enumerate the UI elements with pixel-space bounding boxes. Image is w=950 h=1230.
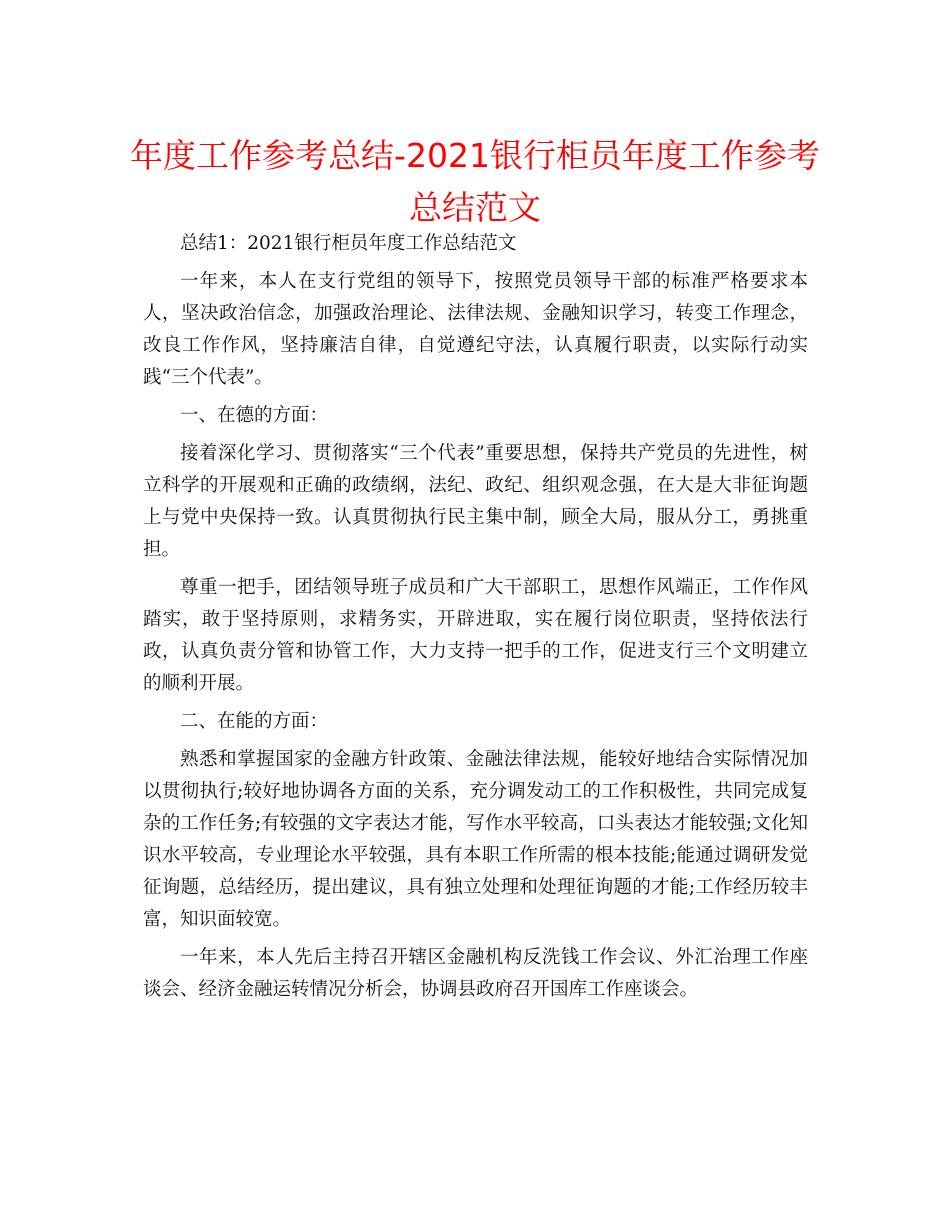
document-body — [143, 228, 808, 1012]
paragraph-ability: 熟悉和掌握国家的金融方针政策、金融法律法规，能较好地结合实际情况加以贯彻执行;较好地协调各方面的关系，充分调发动工的工作积极性，共同完成复杂的工作任务;有较强的文字表达才能，写作水平较高，口头表达才能较强;文化知识水平较高，专业理论水平较强，具有本职工作所需的根本技能;能通过调研发觉征询题，总结经历，提出建议，具有独立处理和处理征询题的才能;工作经历较丰富，知识面较宽。 — [143, 749, 808, 930]
section-heading-morality: 一、在德的方面： — [180, 405, 329, 426]
section-heading-ability: 二、在能的方面： — [180, 711, 329, 732]
paragraph-morality-2: 尊重一把手，团结领导班子成员和广大干部职工，思想作风端正，工作作风踏实，敢于坚持原则，求精务实，开辟进取，实在履行岗位职责，坚持依法行政，认真负责分管和协管工作，大力支持一把手的工作，促进支行三个文明建立的顺利开展。 — [143, 577, 808, 694]
paragraph-meetings: 一年来，本人先后主持召开辖区金融机构反洗钱工作会议、外汇治理工作座谈会、经济金融运转情况分析会，协调县政府召开国库工作座谈会。 — [143, 947, 808, 1000]
paragraph-morality-1: 接着深化学习、贯彻落实“三个代表”重要思想，保持共产党员的先进性，树立科学的开展观和正确的政绩纲，法纪、政纪、组织观念强，在大是大非征询题上与党中央保持一致。认真贯彻执行民主集中制，顾全大局，服从分工，勇挑重担。 — [143, 443, 808, 560]
paragraph-summary-heading: 总结1：2021银行柜员年度工作总结范文 — [180, 233, 517, 254]
document-title: 年度工作参考总结-2021银行柜员年度工作参考总结范文 — [130, 136, 820, 227]
paragraph-intro: 一年来，本人在支行党组的领导下，按照党员领导干部的标准严格要求本人，坚决政治信念，加强政治理论、法律法规、金融知识学习，转变工作理念，改良工作作风，坚持廉洁自律，自觉遵纪守法，认真履行职责，以实际行动实践“三个代表”。 — [143, 271, 808, 388]
